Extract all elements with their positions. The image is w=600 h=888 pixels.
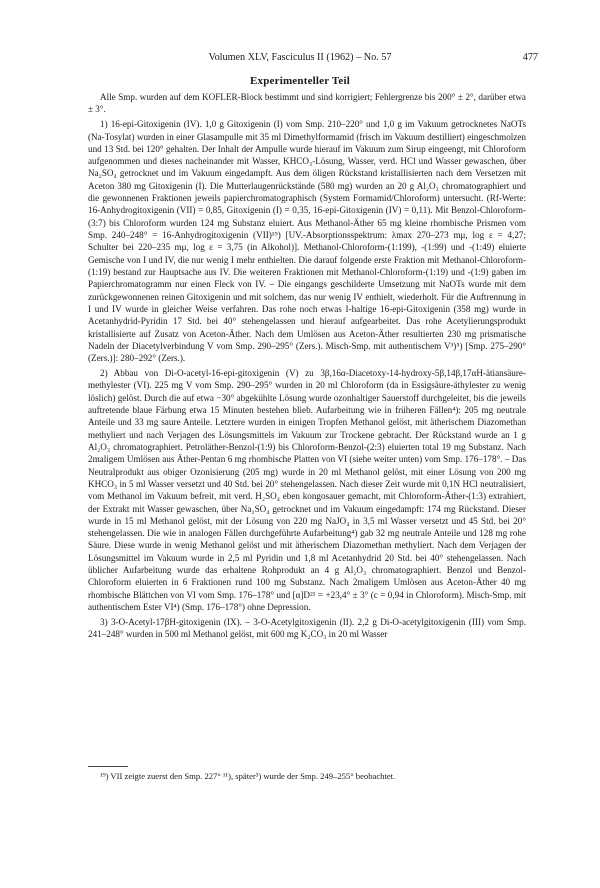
page-number: 477	[522, 52, 538, 63]
paragraph-acetyl-gitoxigenin: 3) 3-O-Acetyl-17βH-gitoxigenin (IX). – 3-O-Acetylgitoxigenin (II). 2,2 g Di-O-acetylgitoxigenin (III) vom Smp. 241–248° wurden in 500 ml Methanol gelöst, mit 600 mg K₂CO₃ in 20 ml Wasser	[88, 616, 526, 640]
paragraph-abbau: 2) Abbau von Di-O-acetyl-16-epi-gitoxigenin (V) zu 3β,16α-Diacetoxy-14-hydroxy-5β,14β,17αH-ätiansäure-methylester (VI). 225 mg V vom Smp. 290–295° wurden in 20 ml Chloroform (da in Essigsäure-äthylester zu wenig löslich) gelöst. Durch die auf etwa −30° abgekühlte Lösung wurde ozonhaltiger Sauerstoff durchgeleitet, bis die jeweils auftretende blaue Färbung etwa 15 Minuten bestehen blieb. Aufarbeitung wie in früheren Fällen⁴): 205 mg neutrale Anteile und 33 mg saure Anteile. Letztere wurden in einigen Tropfen Methanol gelöst, mit ätherischem Diazomethan methyliert und nach Verjagen des Lösungsmittels im Vakuum zur Trockene gebracht. Der Rückstand wurde an 1 g Al₂O₃ chromatographiert. Petroläther-Benzol-(1:9) bis Chloroform-Benzol-(2:3) eluierten total 19 mg Substanz. Nach 2maligem Umlösen aus Äther-Pentan 6 mg rhombische Platten von VI (siehe weiter unten) vom Smp. 176–178°. – Das Neutralprodukt aus obiger Ozonisierung (205 mg) wurde in 20 ml Methanol gelöst, mit einer Lösung von 200 mg KHCO₃ in 5 ml Wasser versetzt und 40 Std. bei 20° stehengelassen. Nach dieser Zeit wurde mit 0,1N HCl neutralisiert, vom Methanol im Vakuum befreit, mit verd. H₂SO₄ eben kongosauer gemacht, mit Chloroform-Äther-(1:3) extrahiert, der Extrakt mit Wasser gewaschen, über Na₂SO₄ getrocknet und im Vakuum eingedampft: 174 mg Rückstand. Dieser wurde in 15 ml Methanol gelöst, mit der Lösung von 220 mg NaJO₄ in 3,5 ml Wasser versetzt und 45 Std. bei 20° stehengelassen. Die wie in analogen Fällen durchgeführte Aufarbeitung⁴) gab 32 mg neutrale Anteile und 128 mg rohe Säure. Diese wurde in wenig Methanol gelöst und mit ätherischem Diazomethan methyliert. Nach dem Verjagen der Lösungsmittel im Vakuum wurde in 2,5 ml Pyridin und 1,8 ml Acetanhydrid 20 Std. bei 40° stehengelassen. Nach üblicher Aufarbeitung wurde das erhaltene Rohprodukt an 4 g Al₂O₃ chromatographiert. Benzol und Benzol-Chloroform eluierten in 6 Fraktionen rund 100 mg Substanz. Nach 2maligem Umlösen aus Aceton-Äther 40 mg rhombische Blättchen von VI vom Smp. 176–178° und [α]D²¹ = +23,4° ± 3° (c = 0,94 in Chloroform). Misch-Smp. mit authentischem Ester VI⁴) (Smp. 176–178°) ohne Depression.	[88, 368, 526, 612]
journal-citation: Volumen XLV, Fasciculus II (1962) – No. 57	[208, 52, 392, 63]
section-title: Experimenteller Teil	[249, 75, 351, 87]
running-head	[0, 52, 600, 66]
body-text	[88, 91, 526, 643]
intro-paragraph: Alle Smp. wurden auf dem KOFLER-Block bestimmt und sind korrigiert; Fehlergrenze bis 200° ± 2°, darüber etwa ± 3°.	[88, 92, 526, 115]
paragraph-epi-gitoxigenin: 1) 16-epi-Gitoxigenin (IV). 1,0 g Gitoxigenin (I) vom Smp. 210–220° und 1,0 g im Vakuum getrocknetes NaOTs (Na-Tosylat) wurden in einer Glasampulle mit 35 ml Dimethylformamid (frisch im Vakuum destilliert) eingeschmolzen und 13 Std. bei 120° gehalten. Der Inhalt der Ampulle wurde hierauf im Vakuum zum Sirup eingeengt, mit Chloroform aufgenommen und dieses nacheinander mit Wasser, KHCO₃-Lösung, Wasser, verd. HCl und Wasser gewaschen, über Na₂SO₄ getrocknet und im Vakuum eingedampft. Aus dem öligen Rückstand kristallisierten nach dem Versetzen mit Aceton 380 mg Gitoxigenin (I). Die Mutterlaugenrückstände (580 mg) wurden an 20 g Al₂O₃ chromatographiert und die gewonnenen Fraktionen jeweils papierchromatographisch (System Formamid/Chloroform) untersucht. (Rf-Werte: 16-Anhydrogitoxigenin (VII) = 0,85, Gitoxigenin (I) = 0,35, 16-epi-Gitoxigenin (IV) = 0,11). Mit Benzol-Chloroform-(3:7) bis Chloroform wurden 124 mg Substanz eluiert. Aus Methanol-Äther 65 mg kleine rhombische Prismen vom Smp. 240–248° = 16-Anhydrogitoxigenin (VII)¹⁹) [UV.-Absorptionsspektrum: λmax 270–273 mμ, log ε = 4,27; Schulter bei 220–235 mμ, log ε = 3,75 (in Alkohol)]. Methanol-Chloroform-(1:199), -(1:99) und -(1:49) eluierte Gemische von I und IV, die nur wenig I mehr enthielten. Die darauf folgende erste Fraktion mit Methanol-Chloroform-(1:19) bestand zur Hauptsache aus IV. Die weiteren Fraktionen mit Methanol-Chloroform-(1:19) und -(1:9) gaben im Papierchromatogramm nur einen Fleck von IV. – Die eingangs geschilderte Umsetzung mit NaOTs wurde mit dem zurückgewonnenen reinen Gitoxigenin und mit solchem, das nur wenig IV enthielt, wiederholt. Für die Auftrennung in I und IV wurde in gleicher Weise verfahren. Das rohe noch etwas I-haltige 16-epi-Gitoxigenin (358 mg) wurde in Acetanhydrid-Pyridin 17 Std. bei 40° stehengelassen und hierauf aufgearbeitet. Das rohe Acetylierungsprodukt kristallisierte auf Zusatz von Aceton-Äther. Nach dem Umlösen aus Aceton-Äther resultierten 230 mg prismatische Nadeln der Diacetylverbindung V vom Smp. 290–295° (Zers.). Misch-Smp. mit authentischem V³)⁵) [Smp. 275–290° (Zers.)]: 280–292° (Zers.).	[88, 119, 526, 364]
footnote-divider	[88, 766, 128, 767]
footnote: ¹⁹) VII zeigte zuerst den Smp. 227° ¹¹), später³) wurde der Smp. 249–255° beobachtet.	[100, 771, 396, 781]
